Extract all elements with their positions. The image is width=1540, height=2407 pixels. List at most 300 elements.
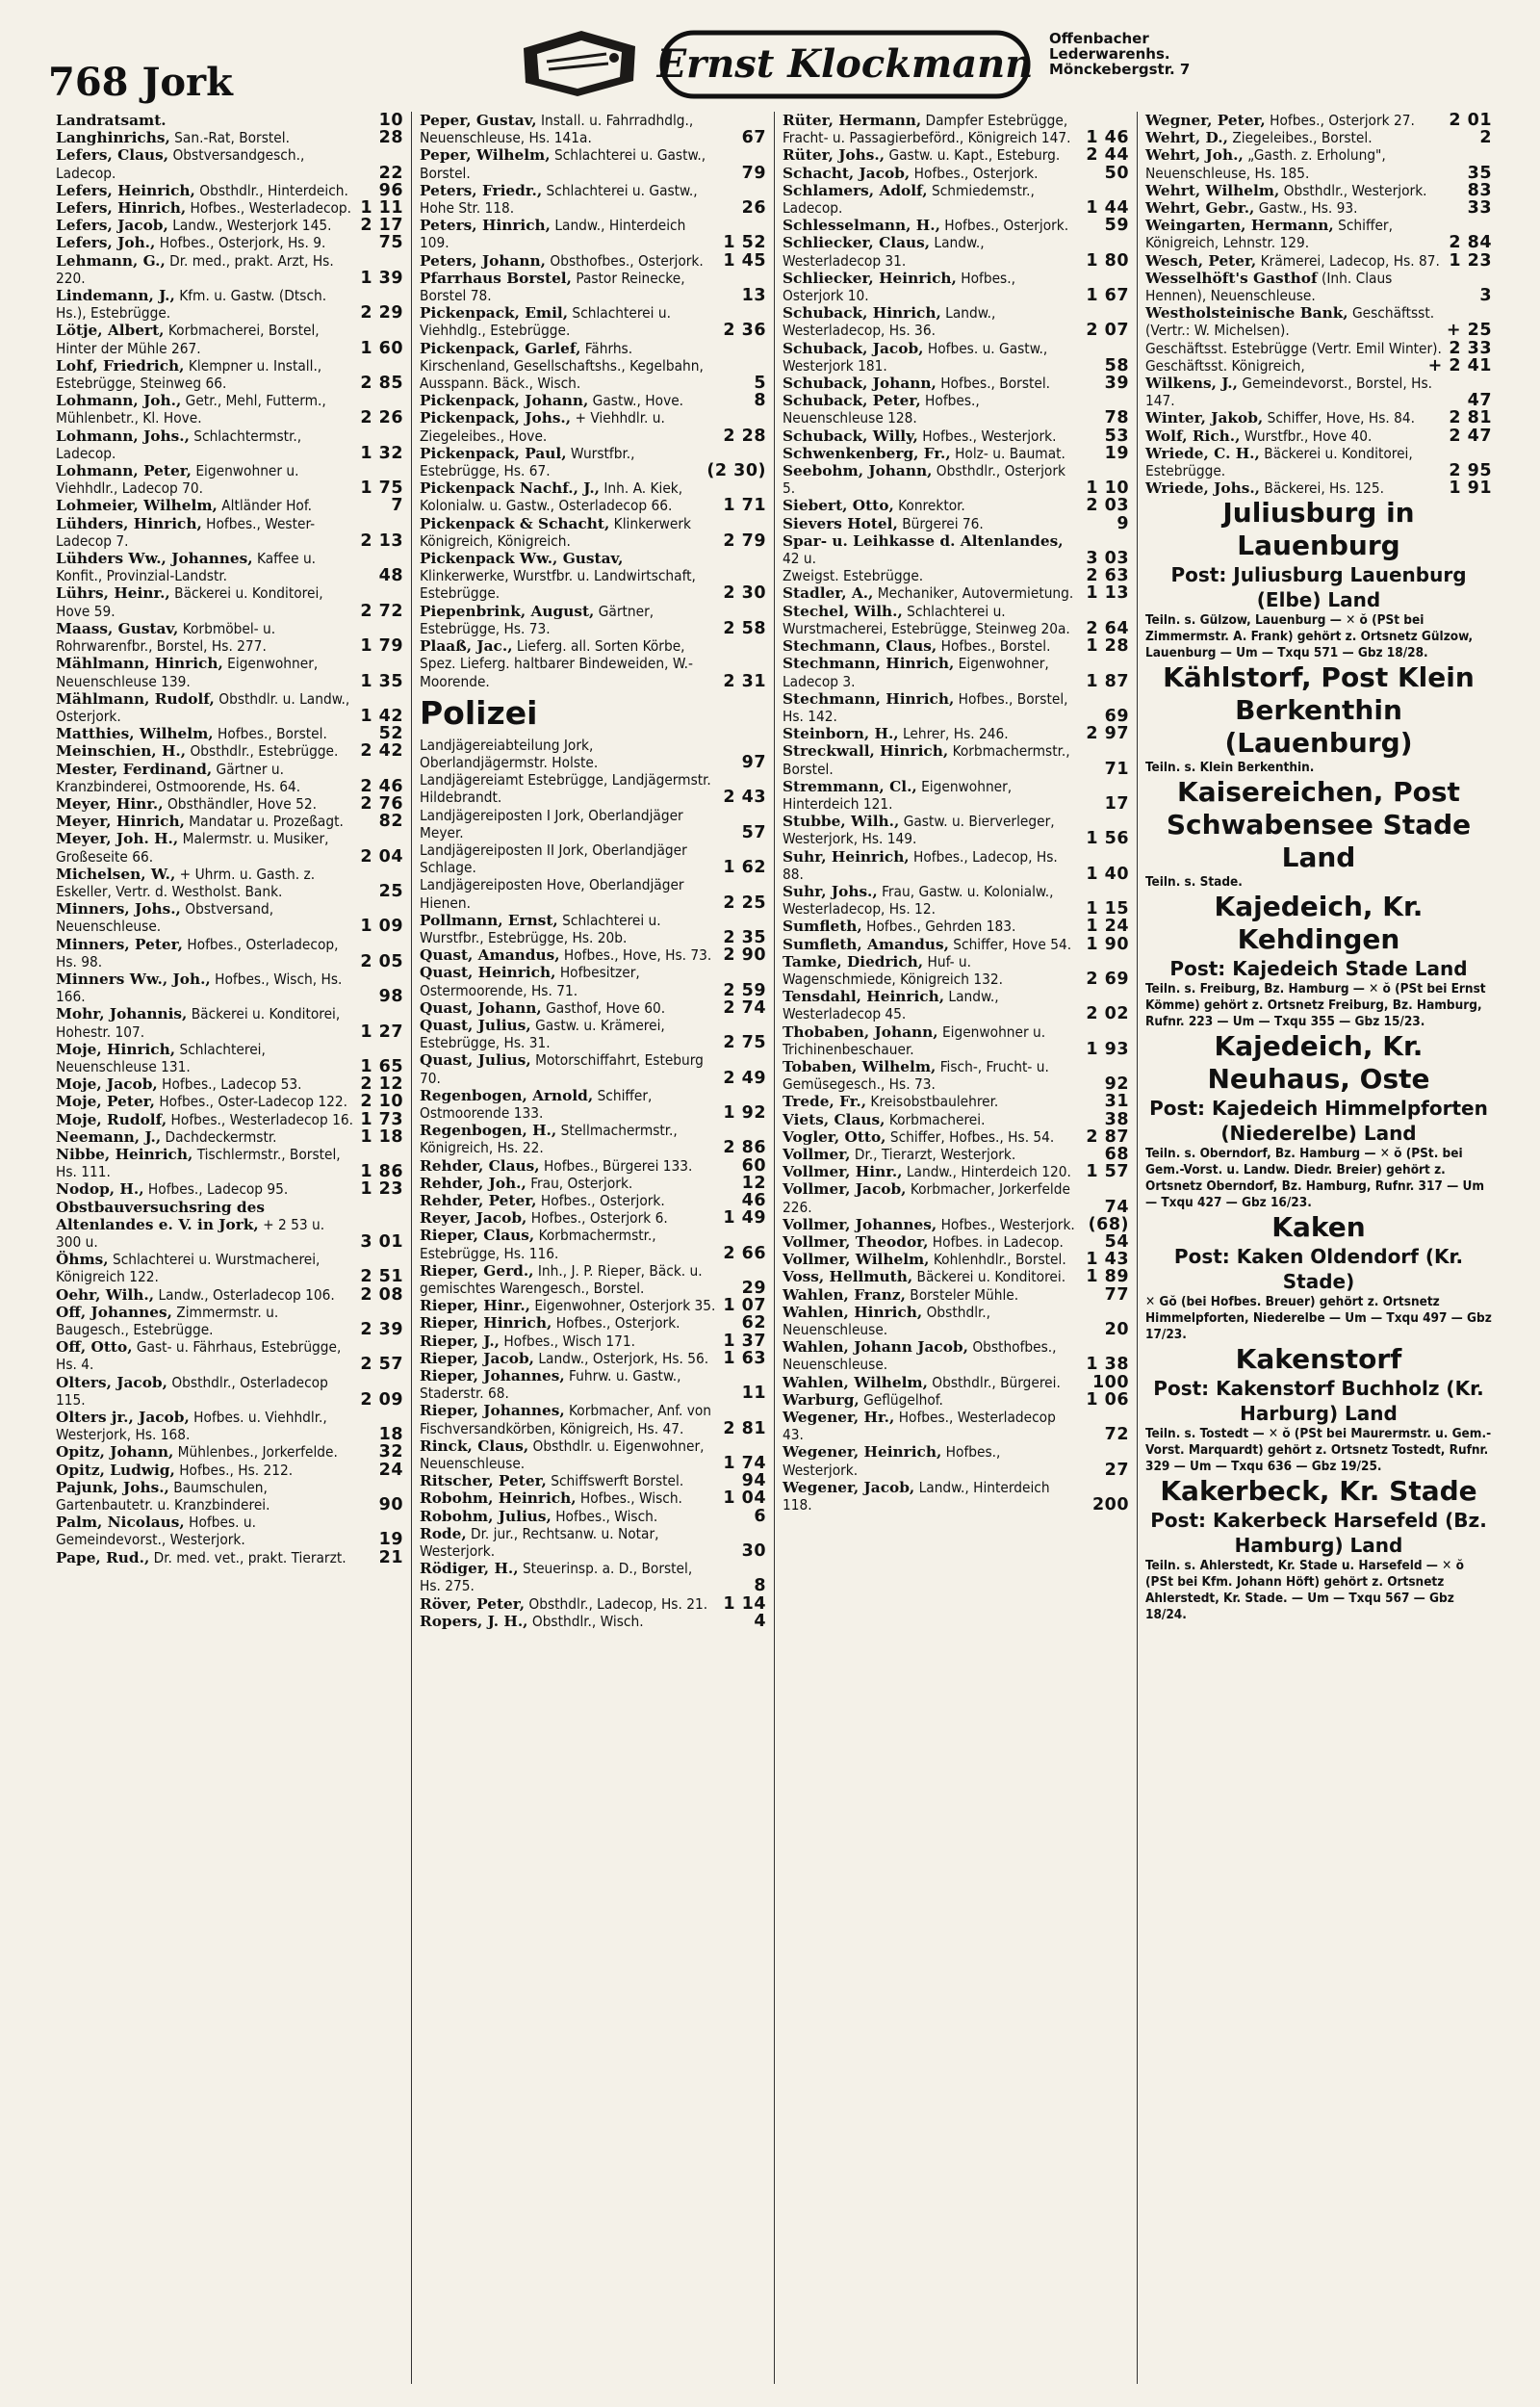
directory-entry: [56, 655, 403, 689]
subscriber-name: Off, Johannes,: [56, 1303, 172, 1321]
directory-entry: [56, 252, 403, 287]
directory-entry: [1145, 252, 1492, 270]
directory-entry: [420, 1175, 766, 1192]
subscriber-name: Vollmer, Theodor,: [783, 1233, 929, 1251]
directory-entry: [420, 807, 766, 841]
phone-number: 1 87: [1086, 671, 1129, 691]
subscriber-name: Wriede, Johs.,: [1145, 479, 1260, 498]
phone-number: 1 73: [360, 1109, 403, 1129]
phone-number: 2: [1479, 128, 1492, 148]
directory-entry: [420, 1157, 766, 1175]
subscriber-name: Pickenpack, Johann,: [420, 392, 589, 410]
subscriber-details: Bürgerei 76.: [902, 514, 984, 532]
subscriber-details: Bäckerei u. Konditorei, Hove 59.: [56, 584, 323, 620]
phone-number: 19: [378, 1530, 403, 1550]
directory-entry: [56, 900, 403, 935]
subscriber-details: Hofbes., Wisch.: [555, 1507, 658, 1525]
subscriber-details: Schiffer, Hofbes., Hs. 54.: [889, 1127, 1055, 1146]
directory-entry: [56, 550, 403, 584]
subscriber-name: Rüter, Hermann,: [783, 112, 922, 129]
phone-number: 1 06: [1086, 1389, 1129, 1410]
directory-entry: [783, 1409, 1129, 1443]
subscriber-name: Matthies, Wilhelm,: [56, 725, 214, 743]
subscriber-details: Obsthdlr., Neuenschleuse.: [783, 1303, 991, 1339]
subscriber-details: Hofbes., Ladecop 95.: [147, 1180, 289, 1199]
directory-entry: [420, 1350, 766, 1367]
subscriber-details: Hofbes., Hs. 212.: [179, 1461, 294, 1479]
subscriber-name: Sumfleth, Amandus,: [783, 935, 949, 953]
directory-entry: [420, 1367, 766, 1402]
directory-entry: [56, 497, 403, 514]
directory-entry: [56, 1479, 403, 1514]
subscriber-details: Gastw. u. Kapt., Esteburg.: [888, 146, 1061, 165]
phone-number: 2 09: [360, 1389, 403, 1410]
subscriber-details: Eigenwohner, Ladecop 3.: [783, 655, 1049, 690]
subscriber-details: + Uhrm. u. Gasth. z. Eskeller, Vertr. d. Westholst. Bank.: [56, 865, 316, 900]
phone-number: 24: [378, 1460, 403, 1480]
subscriber-name: Schlamers, Adolf,: [783, 181, 928, 199]
subscriber-details: Gärtner u. Kranzbinderei, Ostmoorende, Hs. 64.: [56, 760, 301, 795]
directory-entry: [420, 252, 766, 270]
subscriber-name: Sumfleth,: [783, 918, 862, 936]
subscriber-name: Regenbogen, Arnold,: [420, 1086, 594, 1104]
directory-entry: [420, 1262, 766, 1297]
subscriber-details: Landw., Westerladecop 31.: [783, 234, 985, 270]
subscriber-details: Malermstr. u. Musiker, Großeseite 66.: [56, 830, 329, 866]
subscriber-details: Geschäftsst. (Vertr.: W. Michelsen).: [1145, 304, 1435, 340]
town-info-text: Teiln. s. Stade.: [1145, 874, 1243, 891]
directory-entry: [420, 876, 766, 911]
subscriber-details: Hofbes., Osterjork, Hs. 9.: [159, 234, 326, 252]
phone-number: 2 39: [360, 1320, 403, 1340]
subscriber-details: Obsthofbes., Neuenschleuse.: [783, 1338, 1057, 1374]
phone-number: 13: [741, 286, 766, 306]
phone-number: 58: [1104, 355, 1129, 375]
phone-number: 2 44: [1086, 145, 1129, 166]
phone-number: 1 86: [360, 1162, 403, 1182]
phone-number: 2 87: [1086, 1126, 1129, 1147]
subscriber-details: Konrektor.: [898, 497, 965, 515]
subscriber-name: Rehder, Peter,: [420, 1191, 537, 1209]
subscriber-details: Hofbes., Neuenschleuse 128.: [783, 392, 980, 427]
subscriber-name: Quast, Julius,: [420, 1016, 531, 1034]
phone-number: 2 31: [723, 671, 766, 691]
subscriber-name: Rieper, Jacob,: [420, 1349, 534, 1367]
subscriber-name: Schliecker, Heinrich,: [783, 269, 957, 287]
subscriber-name: Streckwall, Hinrich,: [783, 742, 949, 761]
directory-entry: [56, 1180, 403, 1198]
directory-entry: [420, 1489, 766, 1507]
phone-number: 79: [741, 163, 766, 183]
subscriber-name: Moje, Rudolf,: [56, 1110, 167, 1128]
phone-number: 3 03: [1086, 549, 1129, 569]
subscriber-details: Pastor Reinecke, Borstel 78.: [420, 269, 685, 305]
subscriber-details: Hofbes., Osterjork 10.: [783, 269, 1015, 305]
subscriber-details: Hofbes., Westerjork.: [783, 1443, 1001, 1479]
subscriber-details: Borsteler Mühle.: [910, 1285, 1019, 1304]
directory-entry: [783, 1216, 1129, 1233]
phone-number: 5: [754, 374, 766, 394]
directory-entry: [420, 445, 766, 479]
subscriber-name: Quast, Amandus,: [420, 946, 560, 965]
subscriber-name: Spar- u. Leihkasse d. Altenlandes,: [783, 531, 1064, 550]
subscriber-details: Klinkerwerk Königreich, Königreich.: [420, 514, 691, 550]
phone-number: 2 35: [723, 927, 766, 947]
phone-number: 1 23: [1449, 250, 1492, 271]
subscriber-name: Trede, Fr.,: [783, 1093, 867, 1111]
subscriber-name: Schuback, Jacob,: [783, 339, 924, 357]
phone-number: 47: [1467, 391, 1492, 411]
town-info-text: Teiln. s. Gülzow, Lauenburg — ✕ ŏ (PSt bei Zimmermstr. A. Frank) gehört z. Ortsnetz Gülzow, Lauenburg — Um — Txqu 571 — Gbz 18/28.: [1145, 612, 1474, 661]
phone-number: 17: [1104, 793, 1129, 814]
phone-number: 1 18: [360, 1126, 403, 1147]
subscriber-name: Meyer, Hinr.,: [56, 794, 164, 813]
phone-number: 2 90: [723, 945, 766, 966]
directory-entry: [783, 1251, 1129, 1268]
subscriber-details: Hofbes., Borstel, Hs. 142.: [783, 689, 1068, 725]
phone-number: 1 90: [1086, 934, 1129, 954]
directory-entry: [420, 146, 766, 181]
subscriber-details: Eigenwohner u. Viehhdlr., Ladecop 70.: [56, 462, 299, 498]
directory-entry: [783, 936, 1129, 953]
directory-entry: [783, 497, 1129, 514]
directory-entry: [1145, 479, 1492, 497]
directory-entry: [420, 603, 766, 637]
subscriber-details: Kaffee u. Konfit., Provinzial-Landstr.: [56, 550, 317, 585]
phone-number: 1 28: [1086, 636, 1129, 657]
subscriber-name: Wegener, Jacob,: [783, 1478, 915, 1496]
directory-entry: [1145, 182, 1492, 199]
directory-entry: [783, 1374, 1129, 1391]
phone-number: 1 42: [360, 706, 403, 726]
subscriber-details: Gastw. u. Bierverleger, Westerjork, Hs. 149.: [783, 813, 1055, 848]
phone-number: 10: [378, 112, 403, 130]
directory-entry: [420, 1595, 766, 1613]
directory-entry: [1145, 112, 1492, 129]
subscriber-details: Dampfer Estebrügge, Fracht- u. Passagierbeförd., Königreich 147.: [783, 112, 1071, 147]
directory-entry: [56, 129, 403, 146]
directory-entry: [420, 841, 766, 876]
phone-number: 2 51: [360, 1267, 403, 1287]
subscriber-name: Thobaben, Johann,: [783, 1022, 938, 1041]
phone-number: 1 67: [1086, 286, 1129, 306]
phone-number: 1 45: [723, 250, 766, 271]
subscriber-details: Eigenwohner, Hinterdeich 121.: [783, 777, 1013, 813]
subscriber-name: Maass, Gustav,: [56, 619, 179, 637]
post-office-line: Post: Kakerbeck Harsefeld (Bz. Hamburg) Land: [1150, 1509, 1487, 1558]
subscriber-name: Winter, Jakob,: [1145, 409, 1264, 427]
town-heading: Kakenstorf: [1235, 1343, 1402, 1376]
phone-number: 62: [741, 1313, 766, 1333]
subscriber-name: Vollmer, Jacob,: [783, 1180, 907, 1199]
subscriber-name: Quast, Johann,: [420, 998, 542, 1017]
directory-entry: [1145, 409, 1492, 427]
phone-number: 27: [1104, 1460, 1129, 1480]
subscriber-name: Pickenpack Ww., Gustav,: [420, 550, 624, 568]
phone-number: 22: [378, 163, 403, 183]
directory-entry: [783, 725, 1129, 742]
subscriber-name: Pape, Rud.,: [56, 1548, 150, 1566]
subscriber-details: Landjägereiposten II Jork, Oberlandjäger Schlage.: [420, 841, 687, 877]
directory-entry: [783, 234, 1129, 269]
subscriber-details: Dr. med., prakt. Arzt, Hs. 220.: [56, 251, 334, 287]
subscriber-name: Langhinrichs,: [56, 129, 170, 147]
phone-number: 3 01: [360, 1232, 403, 1252]
directory-entry: [420, 771, 766, 806]
subscriber-details: Schlachterei, Neuenschleuse 131.: [56, 1040, 266, 1075]
phone-number: 2 12: [360, 1074, 403, 1095]
subscriber-name: Wesch, Peter,: [1145, 251, 1257, 270]
subscriber-name: Pickenpack Nachf., J.,: [420, 479, 600, 498]
phone-number: 33: [1467, 198, 1492, 219]
subscriber-details: Obsthdlr., Ladecop, Hs. 21.: [528, 1594, 708, 1613]
directory-entry: [56, 620, 403, 655]
directory-entry: [420, 515, 766, 550]
subscriber-name: Wehrt, Wilhelm,: [1145, 181, 1280, 199]
directory-entry: [56, 1304, 403, 1338]
phone-number: 57: [741, 822, 766, 842]
subscriber-details: Obsthdlr., Hinterdeich.: [199, 181, 348, 199]
subscriber-name: Schlesselmann, H.,: [783, 217, 940, 235]
subscriber-name: Steinborn, H.,: [783, 725, 899, 743]
subscriber-name: Vollmer, Johannes,: [783, 1215, 937, 1233]
subscriber-details: Korbmacher, Jorkerfelde 226.: [783, 1180, 1070, 1216]
phone-number: 3: [1479, 286, 1492, 306]
subscriber-details: Krämerei, Ladecop, Hs. 87.: [1260, 251, 1440, 270]
subscriber-name: Minners, Peter,: [56, 935, 183, 953]
subscriber-details: Huf- u. Wagenschmiede, Königreich 132.: [783, 952, 1003, 988]
subscriber-name: Minners Ww., Joh.,: [56, 970, 211, 988]
subscriber-name: Lefers, Hinrich,: [56, 199, 187, 218]
subscriber-details: Tischlermstr., Borstel, Hs. 111.: [56, 1145, 341, 1181]
directory-entry: [56, 866, 403, 900]
subscriber-details: Zweigst. Estebrügge.: [783, 567, 924, 585]
phone-number: 1 46: [1086, 128, 1129, 148]
phone-number: 96: [378, 180, 403, 200]
directory-entry: [783, 988, 1129, 1022]
phone-number: 54: [1104, 1232, 1129, 1252]
subscriber-details: Landw., Hinterdeich 109.: [420, 217, 686, 252]
subscriber-details: Geflügelhof.: [863, 1390, 943, 1409]
subscriber-details: Hofbes., Osterjork.: [944, 217, 1069, 235]
town-heading: Kaisereichen, Post Schwabensee Stade Land: [1166, 776, 1472, 874]
directory-entry: [56, 584, 403, 619]
phone-number: 1 89: [1086, 1267, 1129, 1287]
subscriber-details: Landw., Osterjork, Hs. 56.: [538, 1349, 709, 1367]
phone-number: 1 04: [723, 1488, 766, 1509]
subscriber-name: Rüter, Johs.,: [783, 146, 886, 165]
subscriber-name: Peper, Wilhelm,: [420, 146, 551, 165]
directory-entry: [420, 1613, 766, 1630]
phone-number: 2 30: [723, 583, 766, 604]
subscriber-name: Rode,: [420, 1524, 467, 1542]
directory-entry: [783, 445, 1129, 462]
phone-number: 32: [378, 1442, 403, 1462]
phone-number: 1 15: [1086, 899, 1129, 919]
subscriber-name: Wegner, Peter,: [1145, 112, 1266, 129]
subscriber-details: Landw., Westerladecop 45.: [783, 988, 999, 1023]
phone-number: 8: [754, 391, 766, 411]
subscriber-details: Eigenwohner u. Trichinenbeschauer.: [783, 1022, 1046, 1058]
directory-entry: [420, 999, 766, 1017]
directory-entry: [56, 936, 403, 971]
subscriber-name: Rehder, Joh.,: [420, 1174, 526, 1192]
phone-number: 1 40: [1086, 864, 1129, 884]
directory-entry: [783, 1479, 1129, 1514]
subscriber-details: Hofbes., Westerladecop 16.: [170, 1110, 353, 1128]
subscriber-name: Pollmann, Ernst,: [420, 911, 558, 929]
directory-entry: [783, 1233, 1129, 1251]
phone-number: 2 05: [360, 951, 403, 971]
subscriber-name: Obstbauversuchsring des Altenlandes e. V. in Jork,: [56, 1198, 265, 1233]
phone-number: 69: [1104, 706, 1129, 726]
phone-number: (68): [1088, 1214, 1129, 1234]
phone-number: 2 95: [1449, 461, 1492, 481]
subscriber-name: Lohmann, Peter,: [56, 462, 192, 480]
subscriber-details: Obsthdlr., Westerjork.: [1283, 181, 1427, 199]
directory-entry: [783, 813, 1129, 847]
brand-advertisement: [518, 23, 1047, 102]
phone-number: 59: [1104, 216, 1129, 236]
subscriber-details: Bäckerei u. Konditorei.: [916, 1268, 1066, 1286]
directory-entry: [420, 1508, 766, 1525]
phone-number: 19: [1104, 443, 1129, 463]
town-heading: Kählstorf, Post Klein Berkenthin (Lauenburg): [1163, 661, 1475, 760]
phone-number: 2 46: [360, 776, 403, 796]
subscriber-name: Lehmann, G.,: [56, 251, 166, 270]
subscriber-name: Schliecker, Claus,: [783, 234, 931, 252]
subscriber-details: Gärtner, Estebrügge, Hs. 73.: [420, 602, 654, 637]
phone-number: 1 32: [360, 443, 403, 463]
directory-entry: [783, 1163, 1129, 1180]
phone-number: 1 65: [360, 1056, 403, 1076]
phone-number: 60: [741, 1155, 766, 1176]
phone-number: 2 97: [1086, 724, 1129, 744]
directory-entry: [56, 1111, 403, 1128]
phone-number: 2 01: [1449, 112, 1492, 130]
subscriber-name: Nibbe, Heinrich,: [56, 1145, 193, 1163]
directory-entry: [420, 409, 766, 444]
subscriber-details: Obsthdlr., Estebrügge.: [190, 742, 339, 761]
subscriber-details: Landjägereiposten I Jork, Oberlandjäger Meyer.: [420, 806, 683, 841]
town-info-text: Teiln. s. Oberndorf, Bz. Hamburg — ✕ ŏ (PSt. bei Gem.-Vorst. u. Landw. Diedr. Breier) gehört z. Ortsnetz Oberndorf, Bz. Hamburg, Rufnr. 317 — Um — Txqu 427 — Gbz 16/23.: [1145, 1146, 1485, 1211]
subscriber-details: Hofbes., Osterjork.: [540, 1191, 665, 1209]
subscriber-name: Meinschien, H.,: [56, 742, 187, 761]
subscriber-name: Mählmann, Rudolf,: [56, 689, 215, 708]
directory-entry: [1145, 445, 1492, 479]
subscriber-details: Obsthdlr. u. Landw., Osterjork.: [56, 689, 350, 725]
subscriber-name: Off, Otto,: [56, 1338, 133, 1357]
subscriber-name: Öhms,: [56, 1251, 109, 1269]
directory-entry: [56, 182, 403, 199]
subscriber-name: Plaaß, Jac.,: [420, 637, 513, 656]
subscriber-name: Rinck, Claus,: [420, 1436, 529, 1455]
directory-entry: [56, 1146, 403, 1180]
subscriber-name: Seebohm, Johann,: [783, 462, 933, 480]
subscriber-details: „Gasth. z. Erholung", Neuenschleuse, Hs. 185.: [1145, 146, 1386, 182]
subscriber-name: Ropers, J. H.,: [420, 1612, 528, 1630]
directory-entry: [420, 1314, 766, 1332]
subscriber-name: Quast, Heinrich,: [420, 964, 556, 982]
subscriber-details: (Inh. Claus Hennen), Neuenschleuse.: [1145, 269, 1393, 305]
phone-number: 9: [1116, 513, 1129, 533]
phone-number: 1 80: [1086, 250, 1129, 271]
subscriber-name: Lühders Ww., Johannes,: [56, 550, 253, 568]
subscriber-name: Vollmer,: [783, 1145, 851, 1163]
phone-number: 97: [741, 752, 766, 772]
directory-entry: [56, 427, 403, 462]
directory-entry: [56, 462, 403, 497]
directory-entry: [783, 778, 1129, 813]
subscriber-details: Klinkerwerke, Wurstfbr. u. Landwirtschaft, Estebrügge.: [420, 567, 696, 603]
subscriber-details: Fährhs. Kirschenland, Gesellschaftshs., Kegelbahn, Ausspann. Bäck., Wisch.: [420, 339, 704, 393]
subscriber-name: Lühders, Hinrich,: [56, 514, 202, 532]
post-office-line: Post: Kakenstorf Buchholz (Kr. Harburg) Land: [1153, 1377, 1484, 1426]
phone-number: 2 29: [360, 303, 403, 324]
subscriber-details: Zimmermstr. u. Baugesch., Estebrügge.: [56, 1303, 279, 1339]
phone-number: 2 69: [1086, 969, 1129, 989]
directory-entry: [783, 1338, 1129, 1373]
phone-number: 21: [378, 1547, 403, 1567]
subscriber-details: Obsthdlr., Osterjork 5.: [783, 462, 1065, 498]
phone-number: 1 44: [1086, 198, 1129, 219]
directory-entry: [783, 1304, 1129, 1338]
subscriber-details: + Viehhdlr. u. Ziegeleibes., Hove.: [420, 409, 665, 445]
column-2: [411, 112, 774, 2384]
subscriber-name: Lötje, Albert,: [56, 322, 165, 340]
subscriber-name: Opitz, Ludwig,: [56, 1461, 175, 1479]
phone-number: 1 14: [723, 1593, 766, 1614]
subscriber-details: Geschäftsst. Estebrügge (Vertr. Emil Winter).: [1145, 339, 1442, 357]
phone-number: 2 79: [723, 531, 766, 551]
phone-number: 1 56: [1086, 829, 1129, 849]
subscriber-details: Hofbes., Osterjork.: [555, 1314, 680, 1333]
subscriber-details: Bäckerei u. Konditorei, Estebrügge.: [1145, 444, 1413, 480]
subscriber-details: Landw., Westerjork 145.: [172, 217, 332, 235]
directory-entry: [783, 1093, 1129, 1110]
phone-number: 2 04: [360, 846, 403, 867]
phone-number: 74: [1104, 1197, 1129, 1217]
subscriber-details: Lieferg. all. Sorten Körbe, Spez. Lieferg. haltbarer Bindeweiden, W.-Moorende.: [420, 637, 694, 690]
directory-entry: [420, 550, 766, 603]
subscriber-name: Wahlen, Johann Jacob,: [783, 1338, 968, 1357]
phone-number: 1 24: [1086, 917, 1129, 937]
subscriber-name: Mohr, Johannis,: [56, 1005, 188, 1023]
subscriber-details: Baumschulen, Gartenbautetr. u. Kranzbinderei.: [56, 1478, 270, 1514]
directory-entry: [783, 918, 1129, 935]
subscriber-name: Schuback, Johann,: [783, 375, 937, 393]
phone-number: 1 52: [723, 233, 766, 253]
subscriber-details: Hofbes., Wisch.: [579, 1489, 682, 1508]
directory-entry: [1145, 375, 1492, 409]
subscriber-details: Hofbes., Ladecop 53.: [162, 1075, 302, 1094]
phone-number: 2 81: [723, 1418, 766, 1438]
phone-number: 2 86: [723, 1138, 766, 1158]
directory-entry: [420, 912, 766, 946]
phone-number: 2 10: [360, 1092, 403, 1112]
phone-number: (2 30): [706, 461, 766, 481]
phone-number: 82: [378, 812, 403, 832]
subscriber-details: Schiffer, Hove, Hs. 84.: [1267, 409, 1416, 427]
subscriber-name: Stadler, A.,: [783, 584, 874, 603]
phone-number: 1 13: [1086, 583, 1129, 604]
directory-entry: [420, 1437, 766, 1472]
phone-number: 71: [1104, 759, 1129, 779]
subscriber-name: Schuback, Hinrich,: [783, 304, 941, 323]
directory-entry: [420, 1297, 766, 1314]
phone-number: 2 63: [1086, 566, 1129, 586]
phone-number: 1 93: [1086, 1039, 1129, 1059]
